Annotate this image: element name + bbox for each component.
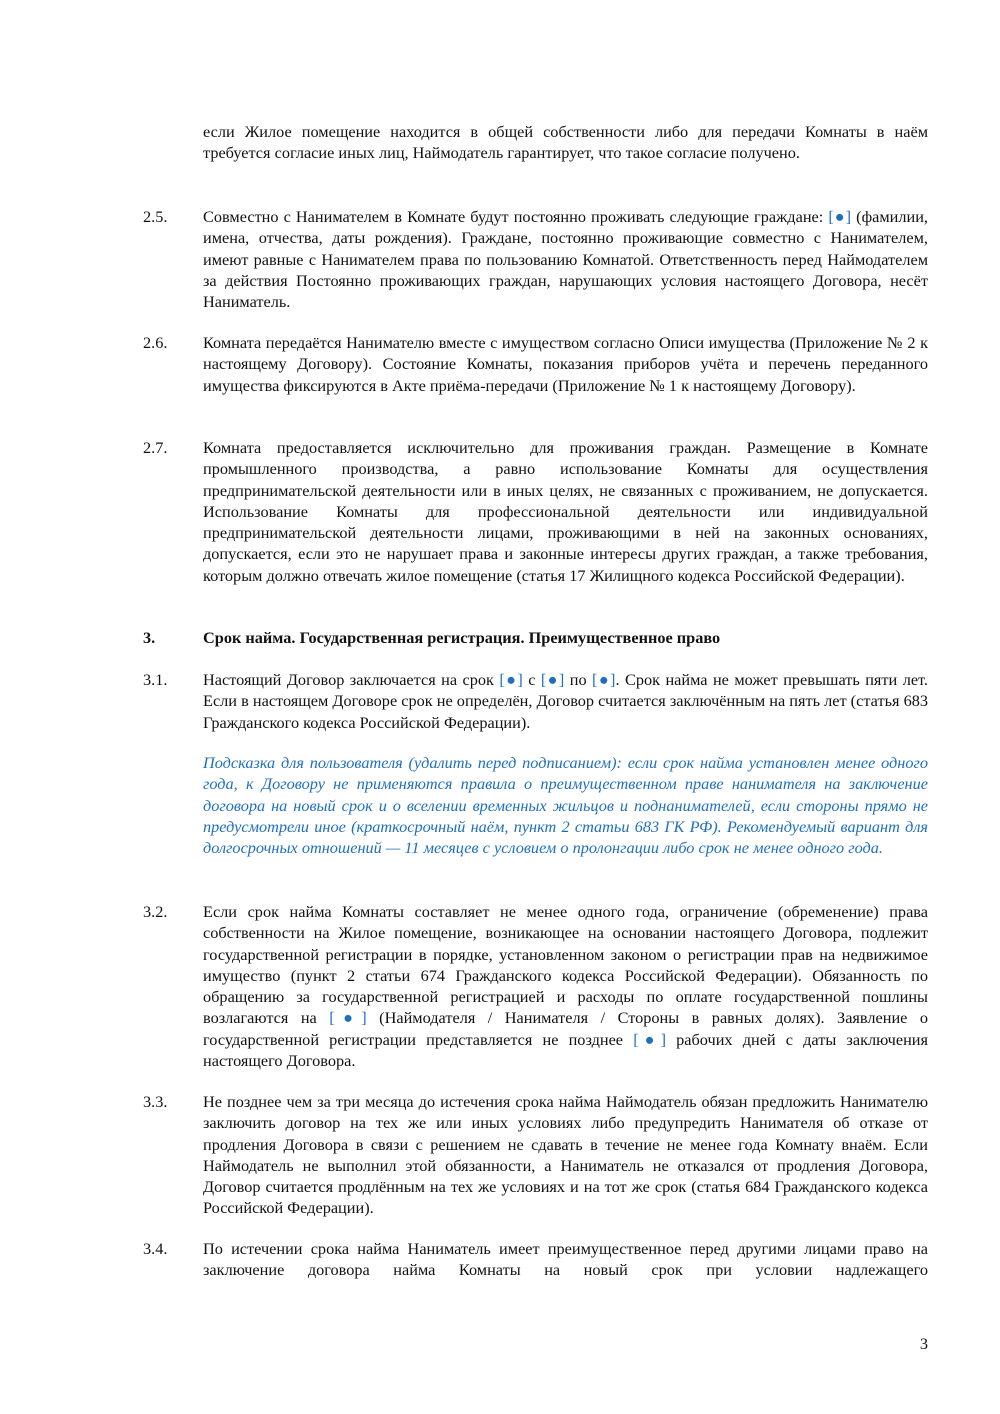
placeholder-days: [●] (633, 1029, 667, 1049)
clause-number: 3.2. (143, 902, 168, 921)
clause-text: Настоящий Договор заключается на срок [●] с [●] по [●]. Срок найма не может превышать пяти лет. Если в настоящем Договоре срок не определён, Договор считается заключённым на пять лет (статья 683 Гражданского кодекса Российской Федерации). (203, 670, 929, 732)
clause-number: 3.3. (143, 1092, 168, 1111)
paragraph-text: если Жилое помещение находится в общей собственности либо для передачи Комнаты в наём требуется согласие иных лиц, Наймодатель гарантирует, что такое согласие получено. (203, 122, 928, 163)
hint-text: Подсказка для пользователя (удалить перед подписанием): если срок найма установлен менее одного года, к Договору не применяются правила о преимущественном праве нанимателя на заключение договора на новый срок и о вселении временных жильцов и поднанимателей, если стороны прямо не предусмотрели иное (краткосрочный наём, пункт 2 статьи 683 ГК РФ). Рекомендуемый вариант для долгосрочных отношений — 11 месяцев с условием о пролонгации либо срок не менее одного года. (203, 753, 928, 858)
section-number: 3. (143, 628, 156, 647)
clause-text: По истечении срока найма Наниматель имеет преимущественное перед другими лицами право на заключение договора найма Комнаты на новый срок при условии надлежащего (203, 1239, 928, 1280)
clause-text: Если срок найма Комнаты составляет не менее одного года, ограничение (обременение) права собственности на Жилое помещение, возникающее на основании настоящего Договора, подлежит государственной регистрации в порядке, установленном законом о регистрации прав на недвижимое имущество (пункт 2 статьи 674 Гражданского кодекса Российской Федерации). Обязанность по обращению за государственной регистрацией и расходы по оплате государственной пошлины возлагаются на [●] (Наймодателя / Нанимателя / Стороны в равных долях). Заявление о государственной регистрации представляется не позднее [●] рабочих дней с даты заключения настоящего Договора. (203, 902, 929, 1071)
placeholder-end-date: [●] (592, 670, 616, 689)
placeholder-start-date: [●] (540, 670, 565, 689)
clause-text: Комната предоставляется исключительно для проживания граждан. Размещение в Комнате промышленного производства, а равно использование Комнаты для осуществления предпринимательской деятельности или в иных целях, не связанных с проживанием, не допускается. Использование Комнаты для профессиональной деятельности или индивидуальной предпринимательской деятельности лицами, проживающими в ней на законных основаниях, допускается, если это не нарушает права и законные интересы других граждан, а также требования, которым должно отвечать жилое помещение (статья 17 Жилищного кодекса Российской Федерации). (203, 438, 928, 585)
clause-text: Не позднее чем за три месяца до истечения срока найма Наймодатель обязан предложить Нанимателю заключить договор на тех же или иных условиях либо предупредить Нанимателя об отказе от продления Договора в связи с решением не сдавать в течение не менее года Комнату внаём. Если Наймодатель не выполнил этой обязанности, а Наниматель не отказался от продления Договора, Договор считается продлённым на тех же условиях и на тот же срок (статья 684 Гражданского кодекса Российской Федерации). (203, 1092, 928, 1218)
clause-number: 2.7. (143, 438, 168, 457)
clause-text: Совместно с Нанимателем в Комнате будут постоянно проживать следующие граждане: [●] (фамилии, имена, отчества, даты рождения). Граждане, постоянно проживающие совместно с Нанимателем, имеют равные с Нанимателем права по пользованию Комнатой. Ответственность перед Наймодателем за действия Постоянно проживающих граждан, нарушающих условия настоящего Договора, несёт Наниматель. (203, 207, 928, 312)
clause-number: 3.4. (143, 1239, 168, 1258)
clause-number: 2.6. (143, 333, 168, 352)
page-number: 3 (919, 1334, 928, 1353)
placeholder-registration-party: [●] (329, 1008, 367, 1028)
clause-number: 3.1. (143, 670, 168, 689)
placeholder-residents: [●] (828, 207, 852, 226)
placeholder-term: [●] (499, 670, 523, 689)
clause-text: Комната передаётся Нанимателю вместе с имуществом согласно Описи имущества (Приложение № 2 к настоящему Договору). Состояние Комнаты, показания приборов учёта и перечень переданного имущества фиксируются в Акте приёма-передачи (Приложение № 1 к настоящему Договору). (203, 333, 928, 395)
section-title: Срок найма. Государственная регистрация. Преимущественное право (203, 628, 721, 647)
clause-number: 2.5. (143, 207, 168, 226)
